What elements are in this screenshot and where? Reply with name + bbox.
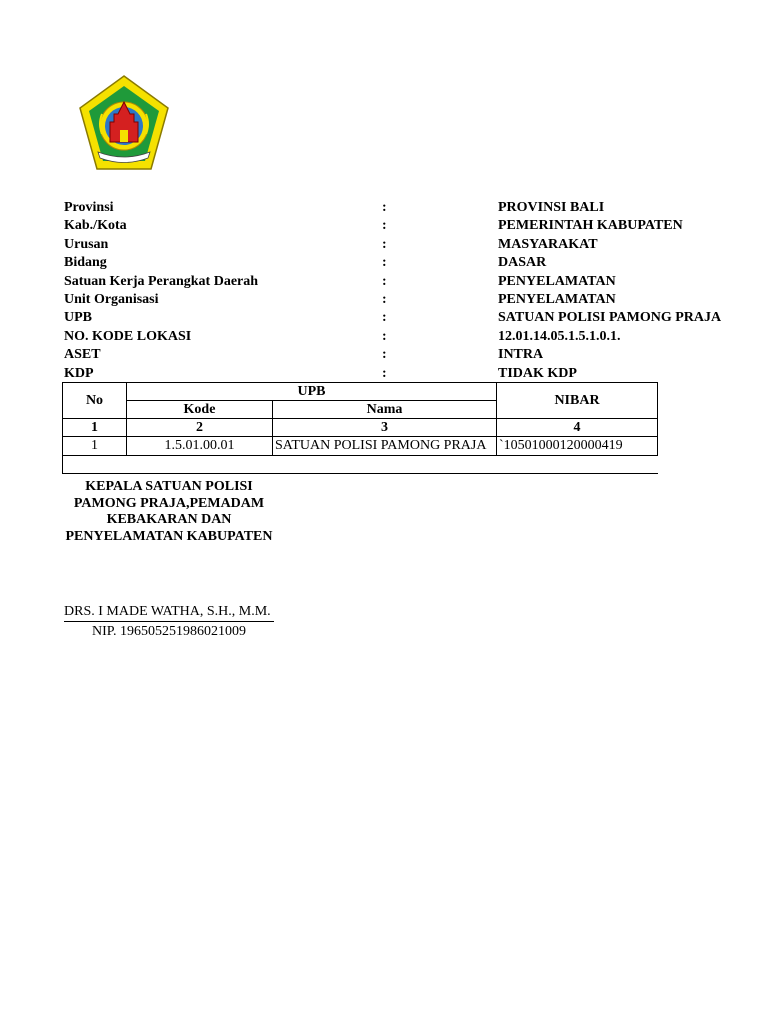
info-label: Unit Organisasi: [64, 291, 159, 307]
header-upb: UPB: [127, 383, 497, 401]
cell-nama: SATUAN POLISI PAMONG PRAJA: [273, 437, 497, 456]
info-row-kdp: [64, 365, 658, 383]
empty-cell: [63, 456, 658, 474]
info-row-kode-lokasi: [64, 328, 658, 346]
info-label: ASET: [64, 347, 101, 363]
signatory-nip: NIP. 196505251986021009: [91, 624, 246, 639]
col-number: 2: [127, 419, 273, 437]
info-label: Kab./Kota: [64, 218, 127, 234]
header-nibar: NIBAR: [497, 383, 658, 419]
column-number-row: [63, 419, 658, 437]
header-no: No: [63, 383, 127, 419]
cell-nibar: `10501000120000419: [497, 437, 658, 456]
signatory-title: KEPALA SATUAN POLISI PAMONG PRAJA,PEMADAM KEBAKARAN DAN PENYELAMATAN KABUPATEN: [65, 479, 273, 544]
info-label: KDP: [64, 365, 94, 381]
cell-kode: 1.5.01.00.01: [127, 437, 273, 456]
info-row-bidang: [64, 254, 658, 272]
info-label: Satuan Kerja Perangkat Daerah: [64, 273, 259, 289]
info-colon: :: [382, 218, 387, 234]
info-value: PENYELAMATAN: [498, 273, 616, 289]
info-row-unit-organisasi: [64, 291, 658, 309]
table-row: [63, 437, 658, 456]
location-info: [64, 199, 722, 383]
info-value: SATUAN POLISI PAMONG PRAJA: [498, 310, 722, 326]
info-label: Urusan: [64, 236, 109, 252]
info-row-skpd: [64, 273, 658, 291]
info-colon: :: [382, 273, 387, 289]
table-empty-row: [63, 456, 658, 474]
regency-emblem-logo: [78, 74, 170, 172]
info-row-upb: [64, 309, 722, 327]
col-number: 4: [497, 419, 658, 437]
info-value: TIDAK KDP: [498, 365, 577, 381]
info-label: Provinsi: [64, 200, 114, 215]
info-value: PROVINSI BALI: [498, 200, 605, 215]
col-number: 3: [273, 419, 497, 437]
info-value: PEMERINTAH KABUPATEN: [498, 218, 683, 234]
info-value: DASAR: [498, 255, 547, 271]
info-row-aset: [64, 346, 658, 364]
info-value: 12.01.14.05.1.5.1.0.1.: [498, 328, 621, 344]
signatory-name: DRS. I MADE WATHA, S.H., M.M.: [64, 603, 274, 622]
info-row-kab-kota: [64, 217, 683, 235]
info-value: PENYELAMATAN: [498, 291, 616, 307]
info-value: MASYARAKAT: [498, 236, 598, 252]
info-row-urusan: [64, 236, 658, 254]
info-value: INTRA: [498, 347, 544, 363]
info-label: NO. KODE LOKASI: [64, 328, 192, 344]
cell-no: 1: [63, 437, 127, 456]
info-row-provinsi: [64, 199, 658, 217]
info-colon: :: [382, 365, 387, 381]
header-nama: Nama: [273, 401, 497, 419]
info-colon: :: [382, 310, 387, 326]
info-label: Bidang: [64, 255, 107, 271]
info-colon: :: [382, 236, 387, 252]
info-label: UPB: [64, 310, 92, 326]
header-kode: Kode: [127, 401, 273, 419]
info-colon: :: [382, 200, 387, 215]
info-colon: :: [382, 291, 387, 307]
info-colon: :: [382, 328, 387, 344]
info-colon: :: [382, 347, 387, 363]
col-number: 1: [63, 419, 127, 437]
upb-table: [62, 382, 658, 474]
info-colon: :: [382, 255, 387, 271]
